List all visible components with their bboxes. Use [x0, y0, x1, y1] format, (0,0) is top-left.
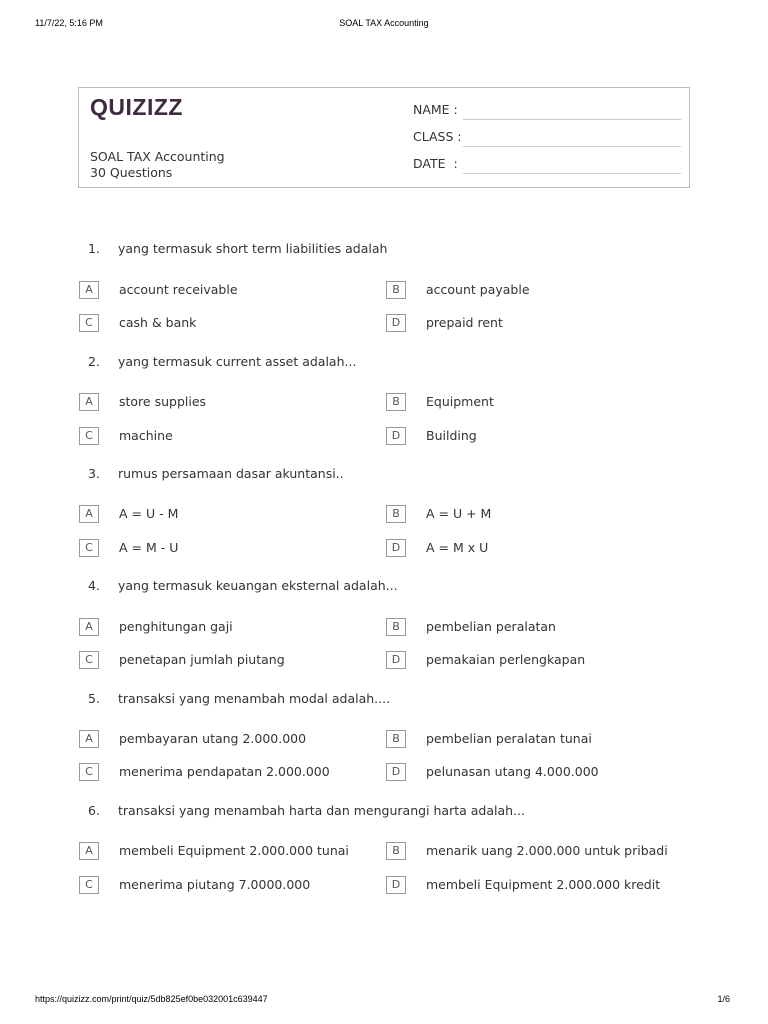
question-text: yang termasuk short term liabilities adalah — [118, 241, 388, 256]
option-text: menerima pendapatan 2.000.000 — [119, 764, 330, 779]
quiz-title: SOAL TAX Accounting — [90, 149, 225, 164]
quiz-header-card — [78, 87, 690, 188]
option-letter: C — [79, 427, 99, 445]
question-5 — [78, 691, 690, 711]
option-letter: A — [79, 281, 99, 299]
option-letter: A — [79, 393, 99, 411]
option-letter: D — [386, 314, 406, 332]
option-text: Equipment — [426, 394, 494, 409]
option-text: pelunasan utang 4.000.000 — [426, 764, 599, 779]
date-line[interactable] — [463, 173, 681, 174]
option-text: pemakaian perlengkapan — [426, 652, 586, 667]
option-letter: C — [79, 763, 99, 781]
question-number: 2. — [88, 354, 100, 369]
option-letter: B — [386, 393, 406, 411]
option-letter: B — [386, 730, 406, 748]
option-letter: D — [386, 876, 406, 894]
option-letter: C — [79, 876, 99, 894]
option-text: membeli Equipment 2.000.000 kredit — [426, 877, 661, 892]
option-text: pembelian peralatan — [426, 619, 556, 634]
option-letter: B — [386, 505, 406, 523]
option-letter: A — [79, 730, 99, 748]
option-text: account receivable — [119, 282, 238, 297]
question-count: 30 Questions — [90, 165, 173, 180]
question-number: 1. — [88, 241, 100, 256]
option-text: account payable — [426, 282, 530, 297]
option-letter: B — [386, 281, 406, 299]
question-number: 6. — [88, 803, 100, 818]
quizizz-logo: QUIZIZZ — [90, 94, 183, 120]
option-letter: C — [79, 539, 99, 557]
option-text: A = M - U — [119, 540, 179, 555]
option-letter: D — [386, 651, 406, 669]
question-number: 3. — [88, 466, 100, 481]
name-line[interactable] — [463, 119, 681, 120]
question-3 — [78, 466, 690, 486]
question-4 — [78, 578, 690, 598]
option-text: A = M x U — [426, 540, 489, 555]
option-text: membeli Equipment 2.000.000 tunai — [119, 843, 349, 858]
option-text: store supplies — [119, 394, 207, 409]
option-letter: A — [79, 618, 99, 636]
question-6 — [78, 803, 690, 823]
option-text: penetapan jumlah piutang — [119, 652, 285, 667]
option-letter: C — [79, 651, 99, 669]
print-datetime: 11/7/22, 5:16 PM — [35, 18, 103, 28]
class-label: CLASS : — [413, 129, 462, 144]
option-text: penghitungan gaji — [119, 619, 233, 634]
option-text: cash & bank — [119, 315, 197, 330]
class-line[interactable] — [463, 146, 681, 147]
option-text: menerima piutang 7.0000.000 — [119, 877, 311, 892]
question-text: yang termasuk current asset adalah... — [118, 354, 357, 369]
option-letter: B — [386, 618, 406, 636]
print-title: SOAL TAX Accounting — [339, 18, 429, 28]
option-letter: D — [386, 763, 406, 781]
option-text: menarik uang 2.000.000 untuk pribadi — [426, 843, 668, 858]
question-text: yang termasuk keuangan eksternal adalah... — [118, 578, 398, 593]
question-number: 5. — [88, 691, 100, 706]
page-number: 1/6 — [717, 994, 730, 1004]
option-letter: C — [79, 314, 99, 332]
date-field[interactable] — [413, 154, 681, 174]
option-letter: D — [386, 539, 406, 557]
option-letter: B — [386, 842, 406, 860]
question-text: rumus persamaan dasar akuntansi.. — [118, 466, 344, 481]
option-text: machine — [119, 428, 173, 443]
option-text: pembelian peralatan tunai — [426, 731, 592, 746]
option-letter: A — [79, 842, 99, 860]
option-text: A = U - M — [119, 506, 179, 521]
option-letter: D — [386, 427, 406, 445]
class-field[interactable] — [413, 127, 681, 147]
question-2 — [78, 354, 690, 374]
question-1 — [78, 241, 690, 261]
question-number: 4. — [88, 578, 100, 593]
print-url[interactable]: https://quizizz.com/print/quiz/5db825ef0be032001c639447 — [35, 994, 268, 1004]
question-text: transaksi yang menambah modal adalah.... — [118, 691, 391, 706]
name-field[interactable] — [413, 100, 681, 120]
question-text: transaksi yang menambah harta dan mengurangi harta adalah... — [118, 803, 525, 818]
option-text: prepaid rent — [426, 315, 503, 330]
option-text: pembayaran utang 2.000.000 — [119, 731, 307, 746]
option-letter: A — [79, 505, 99, 523]
option-text: A = U + M — [426, 506, 492, 521]
date-label: DATE : — [413, 156, 458, 171]
name-label: NAME : — [413, 102, 458, 117]
option-text: Building — [426, 428, 477, 443]
